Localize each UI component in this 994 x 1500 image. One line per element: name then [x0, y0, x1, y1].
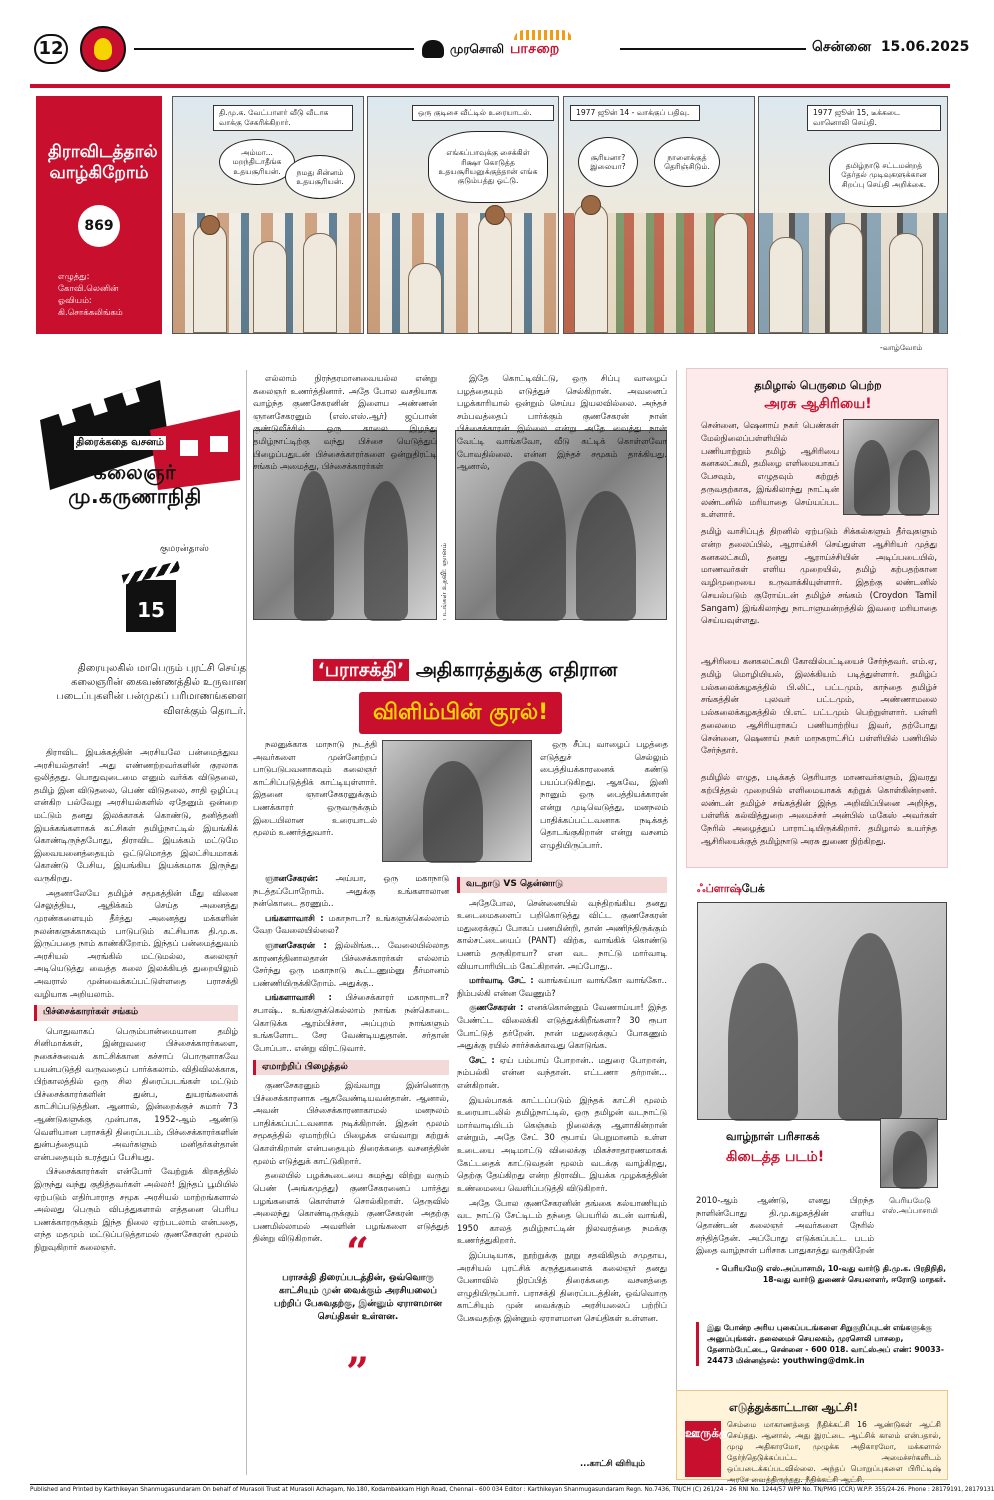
article-column-4	[457, 872, 667, 1452]
article-paragraph: இயல்பாகக் காட்டப்படும் இந்தக் காட்சி மூலம் உரையாடலில் தமிழ்நாட்டில், ஒரு தமிழன் வடநாட்டு மார்வாடியிடம் கெஞ்சும் நிலைக்கு ஆளாகின்றான் என்றும், அதே சேட் 30 ரூபாய் பெறுமானம் உள்ள உடையை அடிமாட்டு விலைக்கு மிகச்சாதாரணமாகக் கேட்டதைக் காட்டுவதன் மூலம் வடக்கு வாழ்கிறது, தெற்கு தேய்கிறது என்ற திராவிட இயக்க முழக்கத்தின் உண்மையை வெளிப்படுத்தி விடுகிறார்.	[457, 1094, 667, 1193]
panel-caption: 1977 ஜூன் 14 - வாக்குப் பதிவு.	[570, 105, 700, 121]
dialogue-line	[253, 991, 449, 1054]
credit-art-label: ஓவியம்:	[58, 296, 92, 307]
dialogue-text: எனக்கொன்னும் வேணாய்யா! இந்த பேண்ட்ட விலைக்கி எடுத்துக்கிறீங்களா? 30 ரூபா போட்டுத் தர்றேன். நான் மதுரைக்குப் போகணும் அதுக்கு ரயில் சார்ச்சுக்காவது கொடுங்க.	[457, 1002, 667, 1051]
comic-panel-1	[172, 96, 364, 334]
brand-pasarai: பாசறை	[510, 40, 560, 57]
article-paragraph: பொதுவாகப் பெரும்பான்மையான தமிழ் சினிமாக்கள், இன்றுவரை பிச்சைக்காரர்களை, நகைச்சுவைக் காட்சிக்கான கச்சாப் பொருளாகவே பயன்படுத்தி வருவதைப் பார்க்கலாம். விதிவிலக்காக, பிற்காலத்தில் ஒரு சில திரைப்படங்கள் மட்டும் பிச்சைக்காரர்களின் துன்ப, துயரங்களைக் காட்சிப்படுத்தின. ஆனால், இன்றைக்குச் சுமார் 73 ஆண்டுகளுக்கு முன்பாக, 1952-ஆம் ஆண்டு வெளியான பராசக்தி திரைப்படம், பிச்சைக்காரர்களின் துன்பத்தையும் அவர்களும் மனிதர்கள்தான் என்பதையும் உரத்துப் பேசியது.	[34, 1025, 238, 1162]
brand-murasoli: முரசொலி	[450, 41, 504, 56]
figure-illustration	[478, 213, 512, 333]
person-silhouette	[728, 963, 798, 1121]
flashback-signature: - பெரியமேடு எஸ்.அப்பாசாமி, 10-வது வார்டு தி.மு.க. பிரதிநிதி, 18-வது வார்டு துணைச் செயலாளர், ஈரோடு மாநகர்.	[715, 1264, 946, 1284]
serial-description: திரையுலகில் மாபெரும் புரட்சி செய்த கலைஞரின் கைவண்ணத்தில் உருவான படைப்புகளின் பன்முகப் பரிமாணங்களை விளக்கும் தொடர்.	[56, 663, 246, 717]
flashback-text: 2010-ஆம் ஆண்டு, எனது பிறந்த நாளின்போது தி.மு.கழகத்தின் எளிய தொண்டன் கலைஞர் அவர்களை நேரில் சந்தித்தேன். அப்போது எடுக்கப்பட்ட படம் இதை வாழ்நாள் பரிசாக பாதுகாத்து வருகிறேன்	[696, 1195, 874, 1256]
contributor-place: பெரியமேடு	[889, 1196, 931, 1205]
column-divider	[676, 370, 677, 1475]
article-paragraph: திராவிட இயக்கத்தின் அரசியலே பன்மைத்துவ அரசியல்தான்! அது எண்ணற்றவர்களின் குரலாக ஒலித்தது. பொதுவுடைமை எனும் வர்க்க விடுதலை, தமிழ் இன விடுதலை, பெண் விடுதலை, சாதி ஒழிப்பு என்கிற பல்வேறு அரசியல்களில் ஏதேனும் ஒன்றை மட்டும் தனது இலக்காகக் கொண்டு, தனித்தனி இயக்கங்களாகக் கட்சிகள் தமிழ்நாட்டில் இயங்கிக் கொண்டிருந்தபோது, திராவிட இயக்கம் மட்டுமே இவையனைத்தையும் ஒட்டுமொத்த இலட்சியமாகக் கொண்டு பேசிய, இயங்கிய இயக்கமாக இருந்து வருகிறது.	[34, 747, 238, 884]
dialogue-speaker: சேட் :	[469, 1054, 495, 1065]
comic-credits	[58, 271, 162, 320]
pull-quote-text: பராசக்தி திரைப்படத்தின், ஒவ்வொரு காட்சியும் முன் வைக்கும் அரசியலைப் பற்றிப் பேசுவதற்கு, இன்னும் ஏராளமான செய்திகள் உள்ளன.	[274, 1273, 442, 1323]
figure-illustration	[193, 223, 227, 333]
actor-photo	[382, 740, 532, 862]
article-paragraph: தலையில் பழக்கூடையை சுமந்து விற்று வரும் பெண் (அங்கமுத்து) குணசேகரனைப் பார்த்து பழங்களைக் கொள்ளச் சொல்கிறாள். தெருவில் அலைந்து கொண்டிருக்கும் குணசேகரன் அதற்கு பணமில்லாமல் அவளின் பழங்களை எடுத்துத் தின்று விடுகிறான்.	[253, 1170, 449, 1244]
panel-caption: தி.மு.க. வேட்பாளர் வீடு வீடாக வாக்கு சேகரிக்கிறார்.	[213, 105, 353, 131]
person-silhouette	[423, 761, 483, 863]
person-silhouette	[496, 461, 566, 621]
close-quote-icon: ”	[346, 1349, 370, 1396]
figure-illustration	[714, 213, 748, 333]
article-paragraph: இதே கொட்டிவிட்டு, ஒரு சிப்பு வாழைப் பழத்தையும் எடுத்துச் செல்கிறான். அவனைப் பழக்காரியால் ஒன்றும் செய்ய இயலவில்லை. அந்தச் சம்பவத்தைப் பார்க்கும் குணசேகரன் நான் பிச்சைக்காரன் இல்லை என்று அதே வைத்து நான் வேட்டி வாங்கவோ, வீடு கட்டிக் கொள்ளவோ போவதில்லை. என்ன இந்தச் சமூகம் தாக்கியது. ஆனால்,	[457, 373, 667, 472]
person-silhouette	[576, 491, 636, 621]
comic-series-block	[36, 96, 162, 334]
dialogue-text: ஏய் பம்பாய் போறான்.. மதுரை போறான், நம்பல்கி என்ன வந்தான். எட்டணா தர்றான்... என்கிறான்.	[457, 1054, 668, 1091]
teacher-feature-box	[686, 368, 948, 868]
dialogue-line	[457, 974, 667, 999]
teacher-paragraph: தமிழ் வாசிப்புத் திறனில் ஏற்படும் சிக்கல்களும் தீர்வுகளும் என்ற தலைப்பில், ஆராய்ச்சி செய்துள்ள ஆசிரியர் முத்து கனகலட்சுமி, தனது ஆராய்ச்சியின் அடிப்படையில், மாணவர்கள் எளிய முறையில், தமிழ் கற்பதற்கான வழிமுறையை உருவாக்கியுள்ளார். இதற்கு லண்டனில் செயல்படும் குரோய்டன் தமிழ்ச் சங்கம் (Croydon Tamil Sangam) இங்கிலாந்து நாடாளுமன்றத்தில் இவரை மரியாதை செய்யவுள்ளது.	[701, 526, 937, 626]
article-paragraph: அதனாலேயே தமிழ்ச் சமூகத்தின் மீது வினை செலுத்திய, ஆதிக்கம் செய்த அனைத்து முரண்களையும் தீர்த்து அனைத்து மக்களின் நலன்களுக்காகவும் பாடுபடும் கட்சியாக தி.மு.க. இருப்பதை நாம் காண்கிறோம். இந்தப் பன்மைத்துவம் அரசியல் அரங்கில் மட்டுமல்ல, கலைஞர் அடியெடுத்து வைத்த கலை இலக்கியத் துறையிலும் அவரால் முன்வைக்கப்பட்டுள்ளதை பராசக்தி வழியாக அறியலாம்.	[34, 887, 238, 999]
serial-author: குமரன்தாஸ்	[160, 544, 209, 554]
speech-bubble: சூரியனா? இலையா?	[578, 137, 638, 187]
person-silhouette	[294, 471, 334, 621]
city: சென்னை	[812, 39, 872, 55]
serial-small-title: திரைக்கதை வசனம்	[76, 437, 164, 448]
article-paragraph: ஒரு சீப்பு வாழைப் பழத்தை எடுத்துச் செல்லும் பைத்தியக்காரனைக் கண்டு பயப்படுகிறது. ஆகவே, இனி நானும் ஒரு பைத்தியக்காரன் என்று முடிவெடுத்து, மனநலம் பாதிக்கப்பட்டவனாக நடிக்கத் தொடங்குகிறான் என்று வசனம் எழுதியிருப்பார்.	[540, 739, 668, 850]
article-column-4-top	[540, 738, 668, 868]
speech-bubble: தமிழ்நாடு சட்டமன்றத் தேர்தல் முடிவுகளுக்கான சிறப்பு செய்தி அறிக்கை.	[829, 143, 939, 207]
photo-credit: படங்கள் உதவி: ஞானம்	[440, 543, 448, 620]
dialogue-text: மகாநாடா? உங்களுக்கெல்லாம் வேற வேலையில்லை?	[253, 912, 450, 936]
comic-continues: -வாழ்வோம்	[880, 343, 923, 352]
article-column-1	[34, 746, 238, 1476]
dialogue-line	[253, 912, 449, 937]
speech-bubble: அம்மா... மறந்திடாதீங்க உதயசூரியன்.	[219, 139, 295, 185]
teacher-paragraph: ஆசிரியை கனகலட்சுமி கோவில்பட்டியைச் சேர்ந்தவர். எம்.ஏ, தமிழ் மொழியியல், இலக்கியம் படித்துள்ளார். தமிழ்ப் பல்கலைக்கழகத்தில் பி.லிட், பட்டமும், காந்தை தமிழ்ச் சங்கத்தின் புலவர் பட்டமும், அண்ணாமலை பல்கலைக்கழகத்தில் பி.எட் பட்டமும் பெற்றுள்ளார். பள்ளி தலைமை ஆசிரியராகப் பணியாற்றிய இவர், தற்போது சென்னை, ஷெனாய் நகர் மாநகராட்சிப் பள்ளியில் பணியில் சேர்ந்தார்.	[701, 656, 937, 756]
dialogue-text: வாங்கய்யா வாங்கோ வாங்கோ.. நிம்பல்கி என்ன வேணும்?	[457, 975, 667, 998]
article-paragraph: பிச்சைக்காரர்கள் என்போர் வேற்றுக் கிரகத்தில் இருந்து வந்து குதித்தவர்கள் அல்லர்! இந்தப் பூமியில் ஏற்படும் எதிர்பாராத சமூக அரசியல் மாற்றங்களால் அல்லது பெரும் விபத்துகளால் எத்தனை பெரிய பணக்காரருக்கும் இந்த நிலை ஏற்படலாம் என்பதை, எந்த மதமும் மட்டுப்படுத்தாமல் குணசேகரன் மூலம் நிறுவுகிறார் கலைஞர்.	[34, 1166, 238, 1253]
dateline	[812, 38, 969, 57]
credit-art: கி.சொக்கலிங்கம்	[58, 308, 123, 319]
flashback-title-highlight: கிடைத்த படம்!	[726, 1149, 825, 1165]
dialogue-line	[253, 872, 449, 910]
flashback-title: வாழ்நாள் பரிசாகக்	[726, 1130, 820, 1143]
subheading-beggars-union: பிச்சைக்காரர்கள் சங்கம்	[34, 1005, 238, 1021]
article-column-2-mid	[253, 738, 377, 868]
masthead-rule-left	[134, 48, 414, 50]
figure-illustration	[889, 233, 923, 333]
rule-side-label: ஊருக்கு	[685, 1421, 721, 1477]
article-paragraph: நலனுக்காக மாநாடு நடத்தி அவர்களை முன்னேற்றப் பாடுபடுபவனாகவும் கலைஞர் காட்சிப்படுத்திக் காட்டியுள்ளார். இதனை ஞானசேகரனுக்கும் பணக்காரர் ஒருவருக்கும் இடையிலான உரையாடல் மூலம் உணர்த்துவார்.	[253, 739, 377, 838]
rule-text: செம்மை மாகாணத்தை நீதிக்கட்சி 16 ஆண்டுகள் ஆட்சி செய்தது. ஆனால், அது இரட்டை ஆட்சிக் காலம் என்பதால், முழு அதிகாரமோ, முழுக்க அதிகாரமோ, மக்களால் தேர்ந்தெடுக்கப்பட்ட அமைச்சர்களிடம் ஒப்படைக்கப்படவில்லை. அந்தப் பொறுப்புகளை பிரிட்டிஷ் அரசே வைத்திருந்தது. நீதிக்கட்சி ஆட்சி.	[727, 1420, 941, 1484]
person-silhouette	[893, 1131, 927, 1189]
article-paragraph: எல்லாம் நிரந்தரமானவையல்ல என்று கலைஞர் உணர்த்தினார். அதே போல வசதியாக வாழ்ந்த குணசேகரனின் இளைய அண்ணன் ஞானசேகரனும் (எஸ்.எஸ்.ஆர்) ஜப்பான் குண்டுவீச்சில் ஒரு காலை இழந்து தமிழ்நாட்டிற்கு வந்து பிச்சை யெடுத்துப் பிழைப்பதுடன் பிச்சைக்காரர்களை ஒன்றுதிரட்டி சங்கம் அமைத்து, பிச்சைக்காரர்கள்	[253, 373, 437, 472]
figure-head-illustration	[485, 205, 505, 225]
dialogue-speaker: ஞானசேகரன்:	[265, 873, 319, 883]
teacher-title-highlight: அரசு ஆசிரியை!	[764, 396, 872, 412]
panel-scene-illustration	[368, 213, 558, 333]
dialogue-speaker: மார்வாடி சேட் :	[469, 975, 534, 986]
figure-illustration	[253, 241, 287, 333]
figure-head-illustration	[200, 215, 220, 235]
pull-quote	[258, 1226, 454, 1396]
speech-bubble: நமது சின்னம் உதயசூரியன்.	[285, 155, 355, 199]
column-divider	[246, 370, 247, 1475]
credit-story-label: எழுத்து:	[58, 271, 90, 282]
person-silhouette	[364, 481, 408, 621]
photo-appeal: இது போன்ற அரிய புகைப்படங்களை சிறுகுறிப்புடன் எங்களுக்கு அனுப்புங்கள். தலைமைச் செயலகம், முரசொலி பாசறை, தேனாம்பேட்டை, சென்னை - 600 018. வாட்ஸ்அப் எண்: 90033-24473 மின்னஞ்சல்: youthwing@dmk.in	[696, 1322, 946, 1366]
teacher-paragraph: தமிழில் எழுத, படிக்கத் தெரியாத மாணவர்களும், இவரது கற்பித்தல் முறையில் எளிமையாகக் கற்றுக் கொள்கின்றனர். லண்டன் தமிழ்ச் சங்கத்தின் இந்த அறிவிப்பினை அறிந்த, பள்ளிக் கல்வித்துறை அமைச்சர் அன்பில் மகேஸ் அவர்கள் நேரில் அழைத்துப் பாராட்டியிருக்கிறார். தமிழால் உயர்ந்த ஆசிரியைக்குத் தமிழ்நாடு அரசு துணை நிற்கிறது.	[701, 772, 937, 846]
dialogue-speaker: பங்களாவாசி :	[265, 992, 332, 1003]
brand-logo	[422, 34, 612, 64]
dialogue-text: இல்லிங்க... வேலையில்லாத காரணத்தினாலதான் பிச்சைக்காரர்கள் எல்லாம் சேர்ந்து ஒரு மகாநாடு கூட்டணும்னு தீர்மானம் பண்ணியிருக்கிறோம். அதுக்கு..	[253, 940, 449, 988]
flashback-rest: பேக்	[741, 882, 765, 895]
comic-series-title: திராவிடத்தால் வாழ்கிறோம்	[48, 142, 158, 184]
comic-episode-number: 869	[78, 205, 120, 247]
article-paragraph: குணசேகரனும் இவ்வாறு இன்னொரு பிச்சைக்காரனாக ஆகவேண்டியவன்தான். ஆனால், அவன் பிச்சைக்காரனாகாமல் மனநலம் பாதிக்கப்பட்டவனாக நடிக்கிறான். இதன் மூலம் சமூகத்தில் ஏமாற்றிப் பிழைக்க எவ்வாறு கற்றுக் கொள்கிறான் என்பதையும் திரைக்கதை வசனத்தின் மூலம் எடுத்துக் காட்டுகிறார்.	[253, 1080, 449, 1166]
figure-illustration	[303, 233, 337, 333]
contributor-portrait	[880, 1118, 938, 1188]
teacher-award-photo	[843, 419, 939, 515]
subheading-cheating: ஏமாற்றிப் பிழைத்தல்	[253, 1060, 449, 1076]
headline-quoted: ‘பராசக்தி’	[313, 659, 410, 681]
subheading-north-vs-south: வடநாடு VS தென்னாடு	[457, 877, 667, 893]
teacher-title: தமிழால் பெருமை பெற்ற	[754, 379, 882, 392]
masthead-rule-right	[620, 48, 806, 50]
comic-panel-3	[563, 96, 755, 334]
dialogue-line	[457, 1054, 667, 1092]
article-column-2	[253, 872, 450, 1244]
issue-date: 15.06.2025	[880, 39, 970, 55]
dialogue-speaker: ஞானசேகரன் :	[265, 940, 327, 951]
masthead	[30, 26, 970, 74]
contributor-name	[872, 1196, 948, 1216]
person-silhouette	[838, 933, 902, 1121]
person-silhouette	[898, 450, 930, 516]
panel-caption: ஒரு குடிசை வீட்டில் உரையாடல்.	[412, 105, 554, 121]
figure-head-illustration	[581, 195, 601, 215]
article-paragraph: அதே போல குணசேகரனின் தங்கை கல்யாணியும் வட நாட்டு சேட்டிடம் தந்தை பெயரில் கடன் வாங்கி, 1950 காலத் தமிழ்நாட்டின் நிலவரத்தை நமக்கு உணர்த்துகிறார்.	[457, 1197, 667, 1246]
rule-feature-box	[676, 1390, 948, 1484]
mascot-logo-icon	[80, 26, 126, 72]
headline-rest: அதிகாரத்துக்கு எதிரான	[415, 659, 618, 681]
dialogue-line	[253, 939, 449, 989]
clapperboard-episode: 15	[126, 580, 176, 632]
rule-title: எடுத்துக்காட்டான ஆட்சி!	[729, 1401, 858, 1414]
flashback-prefix: ஃப்ளாஷ்	[697, 882, 742, 895]
speech-bubble: நாளைக்குத் தெரிஞ்சிடும்.	[654, 137, 720, 187]
serial-big-title: கலைஞர் மு.கருணாநிதி	[68, 460, 202, 508]
comic-top-rule	[30, 84, 950, 88]
comic-panel-4	[758, 96, 948, 334]
figure-illustration	[769, 237, 803, 333]
figure-illustration	[408, 263, 442, 333]
article-paragraph: இப்படியாக, நூற்றுக்கு நூறு சதவிகிதம் சமுதாய, அரசியல் புரட்சிக் கருத்துகளைக் கலைஞர் தனது பேனாவில் நிரப்பித் திரைக்கதை வசனத்தை எழுதியிருப்பார். பராசக்தி திரைப்படத்தின், ஒவ்வொரு காட்சியும் முன் வைக்கும் அரசியலைப் பற்றிப் பேசுவதற்கு இன்னும் ஏராளமான செய்திகள் உள்ளன.	[457, 1249, 667, 1323]
article-paragraph: அதேபோல, சென்னையில் வந்திறங்கிய தனது உடைமைகளைப் பறிகொடுத்து விட்ட குணசேகரன் மதுரைக்குப் போகப் பணமின்றி, தான் அணிந்திருக்கும் கால்சட்டையைப் (PANT) விற்க, வாங்கிக் கொண்டு பணம் தருகிறாயா? என வட நாட்டு மார்வாடி வியாபாரியிடம் கேட்கிறான். அப்போது..	[457, 897, 667, 971]
article-headline	[265, 658, 665, 684]
dialogue-text: பிச்சைக்காரர் மகாநாடா? சபாஷ்.. உங்களுக்கெல்லாம் நாங்க நன்கொடை கொடுக்க ஆரம்பிச்சா, அப்புறம் நாங்களும் உங்களோட சேர வேண்டியதுதான். சர்தான் போப்பா.. என்று விரட்டுவார்.	[253, 992, 449, 1053]
dialogue-speaker: பங்களாவாசி :	[265, 912, 324, 923]
page-number: 12	[34, 34, 68, 64]
to-be-continued: ...காட்சி விரியும்	[580, 1458, 645, 1468]
flashback-label	[697, 882, 765, 897]
elephant-icon	[422, 40, 444, 58]
panel-caption: 1977 ஜூன் 15, டீக்கடை வானொலி செய்தி.	[807, 105, 941, 131]
person-silhouette	[854, 440, 890, 516]
figure-illustration	[829, 223, 863, 333]
headline-banner: விளிம்பின் குரல்!	[359, 692, 562, 734]
serial-title-block	[30, 360, 246, 730]
dialogue-text: அய்யா, ஒரு மகாநாடு நடத்தப்போறோம். அதுக்கு உங்களாலான நன்கொடை தரணும்..	[253, 873, 449, 909]
contributor-person: எஸ்.அப்பாசாமி	[882, 1205, 938, 1215]
article-column-3-top	[457, 372, 667, 472]
dialogue-line	[457, 1001, 667, 1051]
article-column-2-top	[253, 372, 437, 472]
speech-bubble: எங்கப்பாவுக்கு சைக்கிள் ரிக்ஷா கொடுத்த உதயசூரியனுக்குத்தான் எங்க குடும்பத்து ஓட்டு.	[428, 131, 548, 203]
teacher-paragraph: சென்னை, ஷெனாய் நகர் பெண்கள் மேல்நிலைப்பள்ளியில் பணியாற்றும் தமிழ் ஆசிரியை கனகலட்சுமி, தமிழை எளிமையாகப் பேசவும், எழுதவும் கற்றுத் தருவதற்காக, இங்கிலாந்து நாட்டின் லண்டனில் மரியாதை செய்யப்பட உள்ளார்.	[701, 420, 839, 520]
comic-panel-2	[367, 96, 559, 334]
flashback-photo	[697, 902, 947, 1120]
imprint-footer: Published and Printed by Karthikeyan Shanmugasundaram On behalf of Murasoli Trust at Murasoli Achagam, No.180, Kodambakkam High Road, Chennai - 600 034 Editor : Karthikeyan Shanmugasundaram Regn. No.7436, TN/CH (C) 261/24 - 26 RNI No. 1244/57 WPP No. TN/PMG (CCR) W.P.P. 355/24-26. Phone : 28179191, 28179131	[30, 1484, 950, 1495]
dialogue-speaker: குணசேகரன் :	[469, 1002, 524, 1013]
credit-story: கோவி.லெனின்	[58, 283, 119, 294]
figure-illustration	[574, 203, 608, 333]
open-quote-icon: “	[346, 1229, 370, 1276]
